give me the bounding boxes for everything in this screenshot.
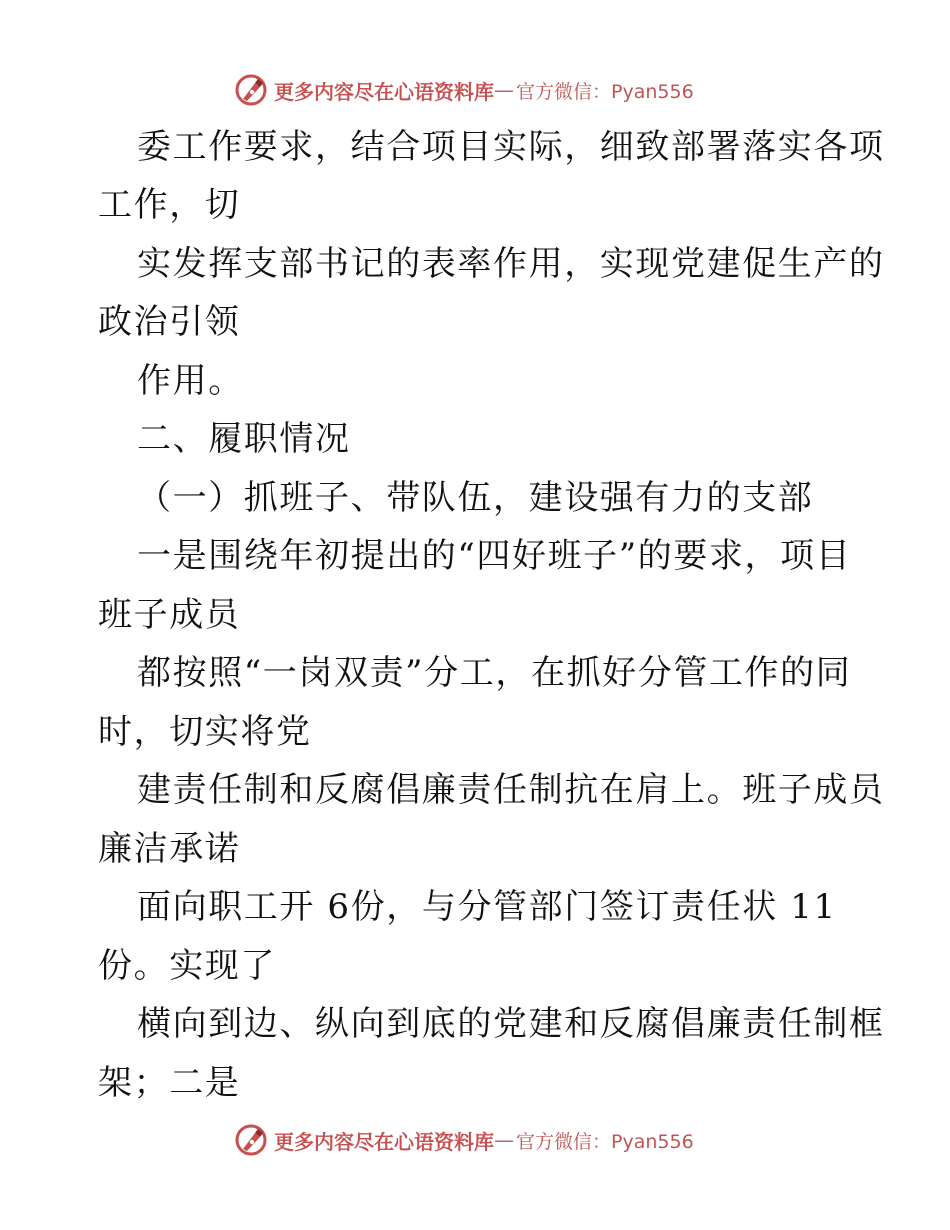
body-line: 政治引领 bbox=[98, 302, 241, 342]
body-line: 时，切实将党 bbox=[98, 712, 312, 752]
section-heading: 二、履职情况 bbox=[137, 419, 351, 459]
watermark-wechat-text: 官方微信：Pyan556 bbox=[516, 80, 694, 103]
subsection-heading: （一）抓班子、带队伍，建设强有力的支部 bbox=[137, 478, 814, 518]
body-line: 面向职工开 6份，与分管部门签订责任状 11 bbox=[137, 887, 837, 927]
watermark-main-text: 更多内容尽在心语资料库 bbox=[274, 79, 494, 104]
body-line: 都按照“一岗双责”分工，在抓好分管工作的同 bbox=[137, 653, 852, 693]
body-line: 一是围绕年初提出的“四好班子”的要求，项目 bbox=[137, 536, 852, 576]
watermark-dash: — bbox=[494, 1128, 514, 1152]
body-line: 委工作要求，结合项目实际，细致部署落实各项 bbox=[137, 127, 885, 167]
pen-nib-logo-icon bbox=[234, 1123, 268, 1157]
body-line: 廉洁承诺 bbox=[98, 829, 241, 869]
body-line: 班子成员 bbox=[98, 595, 241, 635]
body-line: 建责任制和反腐倡廉责任制抗在肩上。班子成员 bbox=[137, 770, 885, 810]
watermark-dash: — bbox=[494, 78, 514, 102]
body-line: 架；二是 bbox=[98, 1063, 241, 1103]
body-line: 实发挥支部书记的表率作用，实现党建促生产的 bbox=[137, 244, 885, 284]
body-line: 工作，切 bbox=[98, 185, 241, 225]
footer-watermark bbox=[234, 1123, 694, 1157]
body-line: 份。实现了 bbox=[98, 946, 276, 986]
body-line: 横向到边、纵向到底的党建和反腐倡廉责任制框 bbox=[137, 1004, 885, 1044]
watermark-wechat-text: 官方微信：Pyan556 bbox=[516, 1130, 694, 1153]
body-line: 作用。 bbox=[137, 361, 244, 401]
watermark-main-text: 更多内容尽在心语资料库 bbox=[274, 1129, 494, 1154]
